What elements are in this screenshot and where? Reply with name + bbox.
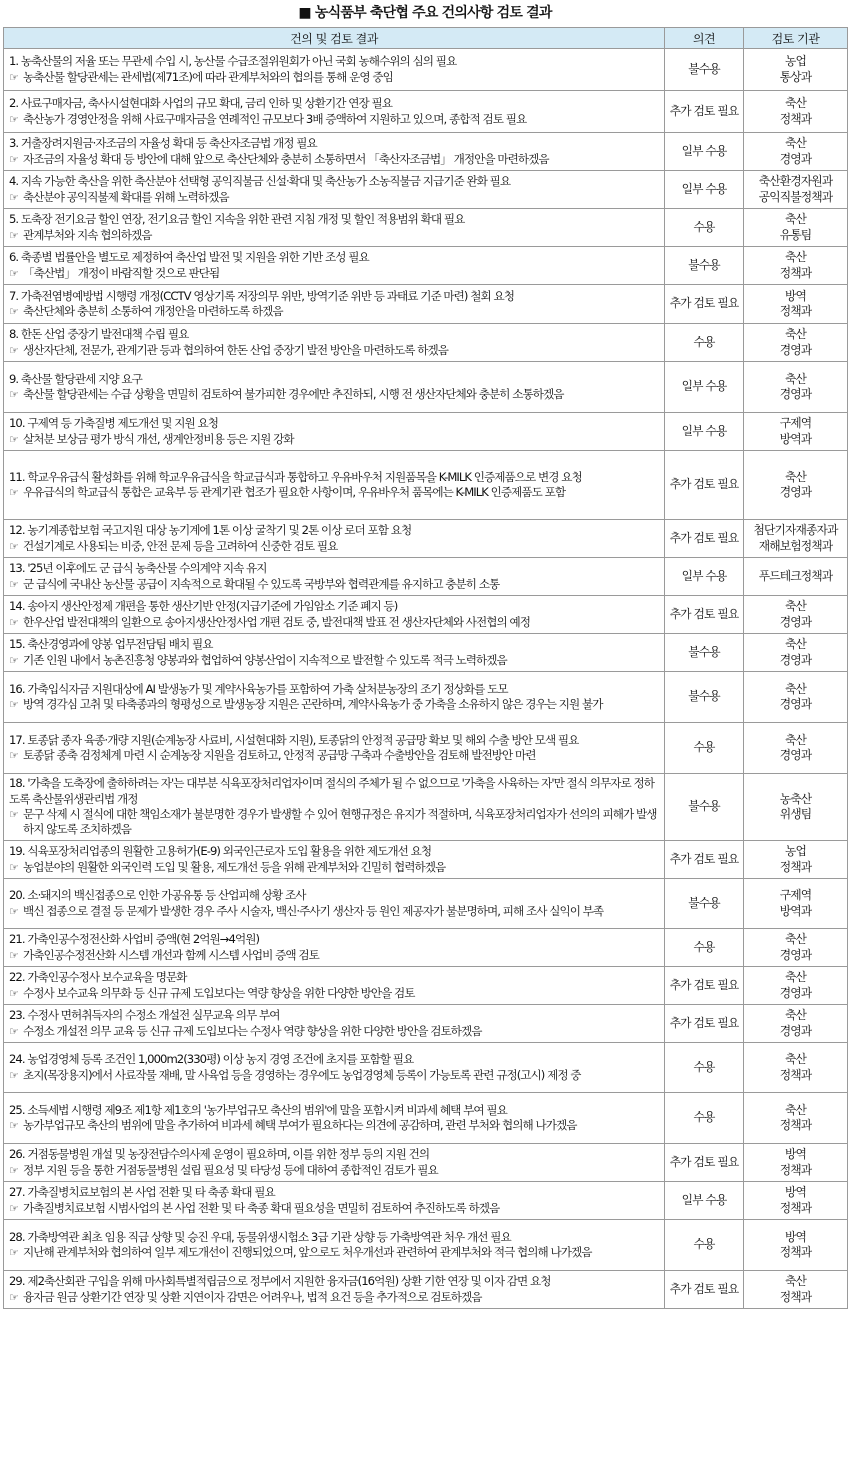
item-cell (4, 209, 665, 247)
opinion-cell: 불수용 (665, 49, 744, 91)
review-result (9, 948, 659, 963)
header-item: 건의 및 검토 결과 (4, 28, 665, 49)
agency-cell (744, 91, 848, 133)
agency-line: 농축산 (779, 791, 812, 806)
review-result-text: 축산농가 경영안정을 위해 사료구매자금을 연례적인 규모보다 3배 증액하여 지원하고 있으며, 종합적 검토 필요 (23, 111, 527, 126)
agency-cell (744, 841, 848, 879)
opinion-cell: 수용 (665, 1220, 744, 1271)
pointing-hand-icon: ☞ (9, 1068, 18, 1082)
opinion-cell: 추가 검토 필요 (665, 841, 744, 879)
review-result-text: 관계부처와 지속 협의하겠음 (23, 227, 152, 242)
agency-cell (744, 413, 848, 451)
opinion-cell: 수용 (665, 723, 744, 774)
table-row (4, 91, 848, 133)
review-result-text: 가축인공수정전산화 시스템 개선과 함께 시스템 사업비 증액 검토 (23, 947, 319, 962)
pointing-hand-icon: ☞ (9, 615, 18, 629)
agency-line: 경영과 (779, 614, 812, 629)
table-row (4, 774, 848, 841)
opinion-cell: 일부 수용 (665, 413, 744, 451)
review-result (9, 577, 659, 592)
review-result-text: 수정소 개설전 의무 교육 등 신규 규제 도입보다는 수정사 역량 향상을 위한 다양한 방안을 검토하겠음 (23, 1023, 482, 1038)
review-result (9, 1024, 659, 1039)
review-result-text: 지난해 관계부처와 협의하여 일부 제도개선이 진행되었으며, 앞으로도 처우개선과 관련하여 관계부처와 적극 협의해 나가겠음 (23, 1245, 592, 1259)
opinion-cell: 불수용 (665, 247, 744, 285)
agency-line: 푸드테크정책과 (758, 568, 833, 583)
agency-cell (744, 133, 848, 171)
suggestion-text: 3. 거출장려지원금·자조금의 자율성 확대 등 축산자조금법 개정 필요 (9, 136, 317, 151)
pointing-hand-icon: ☞ (9, 1201, 18, 1215)
review-result (9, 697, 659, 712)
agency-line: 방역 (785, 1185, 806, 1200)
opinion-cell: 일부 수용 (665, 171, 744, 209)
suggestion-text: 7. 가축전염병예방법 시행령 개정(CCTV 영상기록 저장의무 위반, 방역기준 위반 등 과태료 기준 마련) 철회 요청 (9, 288, 514, 303)
agency-line: 통상과 (779, 69, 812, 84)
suggestion-text: 10. 구제역 등 가축질병 제도개선 및 지원 요청 (9, 416, 218, 431)
suggestion-text: 18. '가축을 도축장에 출하하려는 자'는 대부분 식육포장처리업자이며 절식의 주체가 될 수 없으므로 '가축을 사육하는 자'만 절식 의무자로 정하도록 축산물위생관리법 개정 (9, 776, 655, 806)
table-row (4, 967, 848, 1005)
agency-line: 축산 (785, 681, 806, 696)
agency-cell (744, 723, 848, 774)
suggestion-text: 12. 농기계종합보험 국고지원 대상 농기계에 1톤 이상 굴착기 및 2톤 이상 로더 포함 요청 (9, 523, 412, 538)
agency-line: 축산 (785, 732, 806, 747)
suggestion-text: 26. 거점동물병원 개설 및 농장전담수의사제 운영이 필요하며, 이를 위한 정부 등의 지원 건의 (9, 1147, 430, 1162)
table-row (4, 672, 848, 723)
agency-line: 축산 (785, 1008, 806, 1023)
review-result-text: 자조금의 자율성 확대 등 방안에 대해 앞으로 축산단체와 충분히 소통하면서 「축산자조금법」 개정안을 마련하겠음 (23, 151, 549, 166)
opinion-cell: 추가 검토 필요 (665, 451, 744, 520)
table-row (4, 1093, 848, 1144)
review-result-text: 「축산법」 개정이 바람직할 것으로 판단됨 (23, 265, 220, 280)
table-row (4, 362, 848, 413)
agency-cell (744, 171, 848, 209)
header-agency: 검토 기관 (744, 28, 848, 49)
review-result-text: 가축질병치료보험 시범사업의 본 사업 전환 및 타 축종 확대 필요성을 면밀히 검토하여 추진하도록 하겠음 (23, 1200, 500, 1215)
pointing-hand-icon: ☞ (9, 539, 18, 553)
suggestion-text: 20. 소·돼지의 백신접종으로 인한 가공유통 등 산업피해 상황 조사 (9, 888, 306, 903)
review-result-text: 수정사 보수교육 의무화 등 신규 규제 도입보다는 역량 향상을 위한 다양한 방안을 검토 (23, 985, 415, 1000)
review-result-text: 살처분 보상금 평가 방식 개선, 생계안정비용 등은 지원 강화 (23, 431, 294, 446)
agency-line: 경영과 (779, 485, 812, 499)
pointing-hand-icon: ☞ (9, 860, 18, 874)
review-result (9, 485, 659, 500)
suggestion-text: 28. 가축방역관 최초 임용 직급 상향 및 승진 우대, 동물위생시험소 3급 기관 상향 등 가축방역관 처우 개선 필요 (9, 1229, 511, 1244)
table-row (4, 723, 848, 774)
agency-line: 정책과 (779, 859, 812, 874)
suggestion-text: 19. 식육포장처리업종의 원활한 고용허가(E-9) 외국인근로자 도입 활용을 위한 제도개선 요청 (9, 844, 432, 859)
agency-cell (744, 1093, 848, 1144)
item-cell (4, 596, 665, 634)
agency-cell (744, 774, 848, 841)
opinion-cell: 추가 검토 필요 (665, 596, 744, 634)
agency-line: 축산 (785, 327, 806, 342)
agency-cell (744, 672, 848, 723)
opinion-cell: 추가 검토 필요 (665, 1144, 744, 1182)
agency-line: 경영과 (779, 947, 812, 962)
table-row (4, 451, 848, 520)
opinion-cell: 불수용 (665, 774, 744, 841)
suggestion-text: 6. 축종별 법률안을 별도로 제정하여 축산업 발전 및 지원을 위한 기반 조성 필요 (9, 250, 369, 265)
review-result (9, 986, 659, 1001)
item-cell (4, 247, 665, 285)
review-result (9, 748, 659, 763)
item-cell (4, 520, 665, 558)
review-result (9, 152, 659, 167)
table-row (4, 171, 848, 209)
review-result (9, 1201, 659, 1216)
pointing-hand-icon: ☞ (9, 948, 18, 962)
item-cell (4, 774, 665, 841)
agency-line: 정책과 (779, 1200, 812, 1215)
agency-line: 축산 (785, 96, 806, 111)
review-result-text: 생산자단체, 전문가, 관계기관 등과 협의하여 한돈 산업 중장기 발전 방안을 마련하도록 하겠음 (23, 342, 449, 357)
table-row (4, 1220, 848, 1271)
agency-line: 유통팀 (779, 227, 812, 242)
table-row (4, 285, 848, 324)
agency-cell (744, 324, 848, 362)
agency-cell (744, 1144, 848, 1182)
review-result-text: 정부 지원 등을 통한 거점동물병원 설립 필요성 및 타당성 등에 대하여 종합적인 검토가 필요 (23, 1162, 438, 1177)
item-cell (4, 1005, 665, 1043)
agency-line: 축산 (785, 250, 806, 265)
pointing-hand-icon: ☞ (9, 1163, 18, 1177)
suggestion-text: 13. '25년 이후에도 군 급식 농축산물 수의계약 지속 유지 (9, 561, 267, 576)
agency-line: 정책과 (779, 1245, 812, 1259)
agency-line: 농업 (785, 54, 806, 69)
agency-line: 공익직불정책과 (758, 189, 833, 204)
review-result (9, 615, 659, 630)
agency-line: 방역 (785, 1229, 806, 1244)
suggestion-text: 14. 송아지 생산안정제 개편을 통한 생산기반 안정(지급기준에 가임암소 기준 폐지 등) (9, 599, 398, 614)
suggestion-text: 29. 제2축산회관 구입을 위해 마사회특별적립금으로 정부에서 지원한 융자금(16억원) 상환 기한 연장 및 이자 감면 요청 (9, 1274, 551, 1289)
table-row (4, 133, 848, 171)
item-cell (4, 841, 665, 879)
pointing-hand-icon: ☞ (9, 486, 18, 499)
opinion-cell: 일부 수용 (665, 558, 744, 596)
review-result (9, 539, 659, 554)
review-result (9, 653, 659, 668)
review-result (9, 860, 659, 875)
suggestion-text: 23. 수정사 면허취득자의 수정소 개설전 실무교육 의무 부여 (9, 1008, 280, 1023)
table-row (4, 1271, 848, 1309)
review-result (9, 266, 659, 281)
pointing-hand-icon: ☞ (9, 1024, 18, 1038)
suggestion-text: 24. 농업경영체 등록 조건인 1,000m2(330평) 이상 농지 경영 조건에 초지를 포함할 필요 (9, 1052, 414, 1067)
item-cell (4, 91, 665, 133)
agency-cell (744, 879, 848, 929)
item-cell (4, 672, 665, 723)
opinion-cell: 불수용 (665, 634, 744, 672)
agency-line: 축산 (785, 1052, 806, 1067)
agency-line: 정책과 (779, 111, 812, 126)
pointing-hand-icon: ☞ (9, 749, 18, 762)
review-result-text: 방역 경각심 고취 및 타축종과의 형평성으로 발생농장 지원은 곤란하며, 계약사육농가 중 가축을 소유하지 않은 경우는 지원 불가 (23, 697, 603, 711)
review-result (9, 112, 659, 127)
agency-cell (744, 520, 848, 558)
agency-line: 축산 (785, 136, 806, 151)
suggestion-text: 5. 도축장 전기요금 할인 연장, 전기요금 할인 지속을 위한 관련 지침 개정 및 할인 적용범위 확대 필요 (9, 212, 465, 227)
agency-line: 방역 (785, 1147, 806, 1162)
agency-line: 방역과 (779, 431, 812, 446)
agency-line: 축산 (785, 469, 806, 484)
item-cell (4, 634, 665, 672)
table-row (4, 879, 848, 929)
opinion-cell: 추가 검토 필요 (665, 1271, 744, 1309)
opinion-cell: 추가 검토 필요 (665, 520, 744, 558)
agency-line: 경영과 (779, 387, 812, 401)
table-row (4, 49, 848, 91)
agency-line: 축산 (785, 212, 806, 227)
agency-line: 축산 (785, 371, 806, 386)
suggestion-text: 22. 가축인공수정사 보수교육을 명문화 (9, 970, 187, 985)
agency-cell (744, 596, 848, 634)
table-row (4, 520, 848, 558)
item-cell (4, 929, 665, 967)
review-result-text: 토종닭 종축 검정체계 마련 시 순계농장 지원을 검토하고, 안정적 공급망 구축과 수출방안을 검토해 발전방안 마련 (23, 748, 536, 762)
suggestion-text: 9. 축산물 할당관세 지양 요구 (9, 371, 142, 386)
opinion-cell: 일부 수용 (665, 1182, 744, 1220)
suggestion-text: 4. 지속 가능한 축산을 위한 축산분야 선택형 공익직불금 신설·확대 및 축산농가 소농직불금 지급기준 완화 필요 (9, 174, 511, 189)
agency-line: 축산 (785, 599, 806, 614)
agency-cell (744, 362, 848, 413)
pointing-hand-icon: ☞ (9, 808, 18, 821)
review-result-text: 농업분야의 원활한 외국인력 도입 및 활용, 제도개선 등을 위해 관계부처와 긴밀히 협력하겠음 (23, 859, 446, 874)
table-row (4, 1005, 848, 1043)
agency-line: 구제역 (779, 416, 812, 431)
agency-line: 위생팀 (779, 807, 812, 821)
review-result-text: 초지(목장용지)에서 사료작물 재배, 말 사육업 등을 경영하는 경우에도 농업경영체 등록이 가능토록 관련 규정(고시) 제정 중 (23, 1067, 581, 1082)
review-result (9, 343, 659, 358)
page-title: ■ 농식품부 축단협 주요 건의사항 검토 결과 (298, 5, 552, 21)
agency-cell (744, 558, 848, 596)
suggestion-text: 16. 가축입식자금 지원대상에 AI 발생농가 및 계약사육농가를 포함하여 가축 살처분농장의 조기 정상화를 도모 (9, 681, 508, 696)
pointing-hand-icon: ☞ (9, 305, 18, 318)
table-row (4, 209, 848, 247)
agency-cell (744, 1005, 848, 1043)
item-cell (4, 285, 665, 324)
table-header-row (4, 28, 848, 49)
table-row (4, 1182, 848, 1220)
item-cell (4, 558, 665, 596)
suggestion-text: 1. 농축산물의 저율 또는 무관세 수입 시, 농산물 수급조절위원회가 아닌 국회 농해수위의 심의 필요 (9, 54, 457, 69)
agency-line: 첨단기자재종자과 (753, 523, 838, 538)
pointing-hand-icon: ☞ (9, 698, 18, 711)
review-result-text: 문구 삭제 시 절식에 대한 책임소재가 불분명한 경우가 발생할 수 있어 현행규정은 유지가 적절하며, 식육포장처리업자가 선의의 피해가 발생하지 않도록 조치하겠음 (23, 807, 657, 837)
review-result-text: 우유급식의 학교급식 통합은 교육부 등 관계기관 협조가 필요한 사항이며, 우유바우처 품목에는 K-MILK 인증제품도 포함 (23, 485, 566, 499)
item-cell (4, 133, 665, 171)
pointing-hand-icon: ☞ (9, 190, 18, 204)
review-result (9, 1068, 659, 1083)
agency-line: 경영과 (779, 151, 812, 166)
agency-cell (744, 1043, 848, 1093)
item-cell (4, 1093, 665, 1144)
agency-line: 축산 (785, 1102, 806, 1117)
item-cell (4, 1043, 665, 1093)
opinion-cell: 추가 검토 필요 (665, 1005, 744, 1043)
pointing-hand-icon: ☞ (9, 70, 18, 84)
suggestion-text: 8. 한돈 산업 중장기 발전대책 수립 필요 (9, 327, 189, 342)
pointing-hand-icon: ☞ (9, 152, 18, 166)
opinion-cell: 수용 (665, 1093, 744, 1144)
item-cell (4, 723, 665, 774)
agency-cell (744, 49, 848, 91)
item-cell (4, 1220, 665, 1271)
pointing-hand-icon: ☞ (9, 577, 18, 591)
agency-line: 경영과 (779, 652, 812, 667)
review-result (9, 432, 659, 447)
agency-cell (744, 285, 848, 324)
agency-line: 정책과 (779, 1162, 812, 1177)
review-result (9, 1163, 659, 1178)
agency-line: 방역 (785, 288, 806, 303)
review-result-text: 융자금 원금 상환기간 연장 및 상환 지연이자 감면은 어려우나, 법적 요건 등을 추가적으로 검토하겠음 (23, 1289, 482, 1304)
review-result (9, 228, 659, 243)
item-cell (4, 451, 665, 520)
header-opinion: 의견 (665, 28, 744, 49)
table-row (4, 324, 848, 362)
review-result (9, 70, 659, 85)
opinion-cell: 추가 검토 필요 (665, 285, 744, 324)
opinion-cell: 일부 수용 (665, 362, 744, 413)
pointing-hand-icon: ☞ (9, 432, 18, 446)
table-row (4, 841, 848, 879)
review-result (9, 1245, 659, 1260)
review-result-text: 기존 인원 내에서 농촌진흥청 양봉과와 협업하여 양봉산업이 지속적으로 발전할 수 있도록 적극 노력하겠음 (23, 652, 507, 667)
pointing-hand-icon: ☞ (9, 388, 18, 401)
pointing-hand-icon: ☞ (9, 1290, 18, 1304)
review-result (9, 1290, 659, 1305)
review-result-text: 군 급식에 국내산 농산물 공급이 지속적으로 확대될 수 있도록 국방부와 협력관계를 유지하고 충분히 소통 (23, 576, 500, 591)
pointing-hand-icon: ☞ (9, 1246, 18, 1259)
opinion-cell: 일부 수용 (665, 133, 744, 171)
item-cell (4, 413, 665, 451)
table-body (4, 49, 848, 1309)
item-cell (4, 171, 665, 209)
agency-line: 농업 (785, 844, 806, 859)
review-result-text: 축산단체와 충분히 소통하여 개정안을 마련하도록 하겠음 (23, 304, 283, 318)
suggestion-text: 11. 학교우유급식 활성화를 위해 학교우유급식을 학교급식과 통합하고 우유바우처 지원품목을 K-MILK 인증제품으로 변경 요청 (9, 469, 582, 484)
item-cell (4, 1182, 665, 1220)
item-cell (4, 1271, 665, 1309)
review-result (9, 807, 659, 838)
suggestion-text: 17. 토종닭 종자 육종·개량 지원(순계농장 사료비, 시설현대화 지원), 토종닭의 안정적 공급망 확보 및 해외 수출 방안 모색 필요 (9, 732, 579, 747)
table-row (4, 596, 848, 634)
suggestion-text: 25. 소득세법 시행령 제9조 제1항 제1호의 '농가부업규모 축산의 범위'에 말을 포함시켜 비과세 혜택 부여 필요 (9, 1102, 507, 1117)
review-result-text: 축산물 할당관세는 수급 상황을 면밀히 검토하여 불가피한 경우에만 추진하되, 시행 전 생산자단체와 충분히 소통하겠음 (23, 387, 564, 401)
table-row (4, 1043, 848, 1093)
review-result (9, 190, 659, 205)
review-result-text: 한우산업 발전대책의 일환으로 송아지생산안정사업 개편 검토 중, 발전대책 발표 전 생산자단체와 사전협의 예정 (23, 614, 531, 629)
review-result-text: 백신 접종으로 결절 등 문제가 발생한 경우 주사 시술자, 백신·주사기 생산자 등 원인 제공자가 불분명하며, 피해 조사 실익이 부족 (23, 903, 604, 918)
agency-cell (744, 1182, 848, 1220)
item-cell (4, 879, 665, 929)
opinion-cell: 수용 (665, 1043, 744, 1093)
agency-line: 축산환경자원과 (758, 174, 833, 189)
agency-line: 정책과 (779, 1118, 812, 1132)
suggestion-text: 15. 축산경영과에 양봉 업무전담팀 배치 필요 (9, 637, 213, 652)
review-table (3, 27, 848, 1309)
review-result-text: 건설기계로 사용되는 비중, 안전 문제 등을 고려하여 신중한 검토 필요 (23, 538, 338, 553)
agency-line: 방역과 (779, 903, 812, 918)
table-row (4, 558, 848, 596)
pointing-hand-icon: ☞ (9, 986, 18, 1000)
suggestion-text: 21. 가축인공수정전산화 사업비 증액(현 2억원→4억원) (9, 932, 260, 947)
pointing-hand-icon: ☞ (9, 653, 18, 667)
opinion-cell: 추가 검토 필요 (665, 91, 744, 133)
opinion-cell: 수용 (665, 209, 744, 247)
item-cell (4, 324, 665, 362)
agency-line: 축산 (785, 970, 806, 985)
agency-cell (744, 929, 848, 967)
agency-line: 경영과 (779, 1023, 812, 1038)
pointing-hand-icon: ☞ (9, 266, 18, 280)
agency-cell (744, 1271, 848, 1309)
agency-cell (744, 634, 848, 672)
agency-line: 경영과 (779, 985, 812, 1000)
table-row (4, 1144, 848, 1182)
review-result (9, 904, 659, 919)
opinion-cell: 수용 (665, 929, 744, 967)
agency-line: 경영과 (779, 697, 812, 711)
agency-line: 정책과 (779, 1289, 812, 1304)
suggestion-text: 27. 가축질병치료보험의 본 사업 전환 및 타 축종 확대 필요 (9, 1185, 275, 1200)
agency-line: 정책과 (779, 304, 812, 318)
table-row (4, 929, 848, 967)
review-result (9, 387, 659, 402)
review-result-text: 농축산물 할당관세는 관세법(제71조)에 따라 관계부처와의 협의를 통해 운영 중임 (23, 69, 393, 84)
agency-line: 정책과 (779, 265, 812, 280)
agency-line: 재해보험정책과 (758, 538, 833, 553)
agency-cell (744, 209, 848, 247)
opinion-cell: 불수용 (665, 879, 744, 929)
table-row (4, 413, 848, 451)
table-row (4, 634, 848, 672)
agency-line: 축산 (785, 932, 806, 947)
agency-line: 경영과 (779, 342, 812, 357)
review-result-text: 축산분야 공익직불제 확대를 위해 노력하겠음 (23, 189, 229, 204)
opinion-cell: 수용 (665, 324, 744, 362)
agency-cell (744, 451, 848, 520)
agency-line: 축산 (785, 637, 806, 652)
pointing-hand-icon: ☞ (9, 1119, 18, 1132)
suggestion-text: 2. 사료구매자금, 축사시설현대화 사업의 규모 확대, 금리 인하 및 상환기간 연장 필요 (9, 96, 392, 111)
pointing-hand-icon: ☞ (9, 228, 18, 242)
agency-cell (744, 967, 848, 1005)
opinion-cell: 추가 검토 필요 (665, 967, 744, 1005)
pointing-hand-icon: ☞ (9, 112, 18, 126)
agency-cell (744, 1220, 848, 1271)
agency-line: 경영과 (779, 748, 812, 762)
item-cell (4, 49, 665, 91)
agency-line: 정책과 (779, 1067, 812, 1082)
pointing-hand-icon: ☞ (9, 343, 18, 357)
item-cell (4, 967, 665, 1005)
review-result-text: 농가부업규모 축산의 범위에 말을 추가하여 비과세 혜택 부여가 필요하다는 의견에 공감하며, 관련 부처와 협의해 나가겠음 (23, 1118, 577, 1132)
agency-cell (744, 247, 848, 285)
table-row (4, 247, 848, 285)
agency-line: 축산 (785, 1274, 806, 1289)
opinion-cell: 불수용 (665, 672, 744, 723)
review-result (9, 304, 659, 319)
agency-line: 구제역 (779, 888, 812, 903)
review-result (9, 1118, 659, 1133)
pointing-hand-icon: ☞ (9, 904, 18, 918)
item-cell (4, 1144, 665, 1182)
item-cell (4, 362, 665, 413)
